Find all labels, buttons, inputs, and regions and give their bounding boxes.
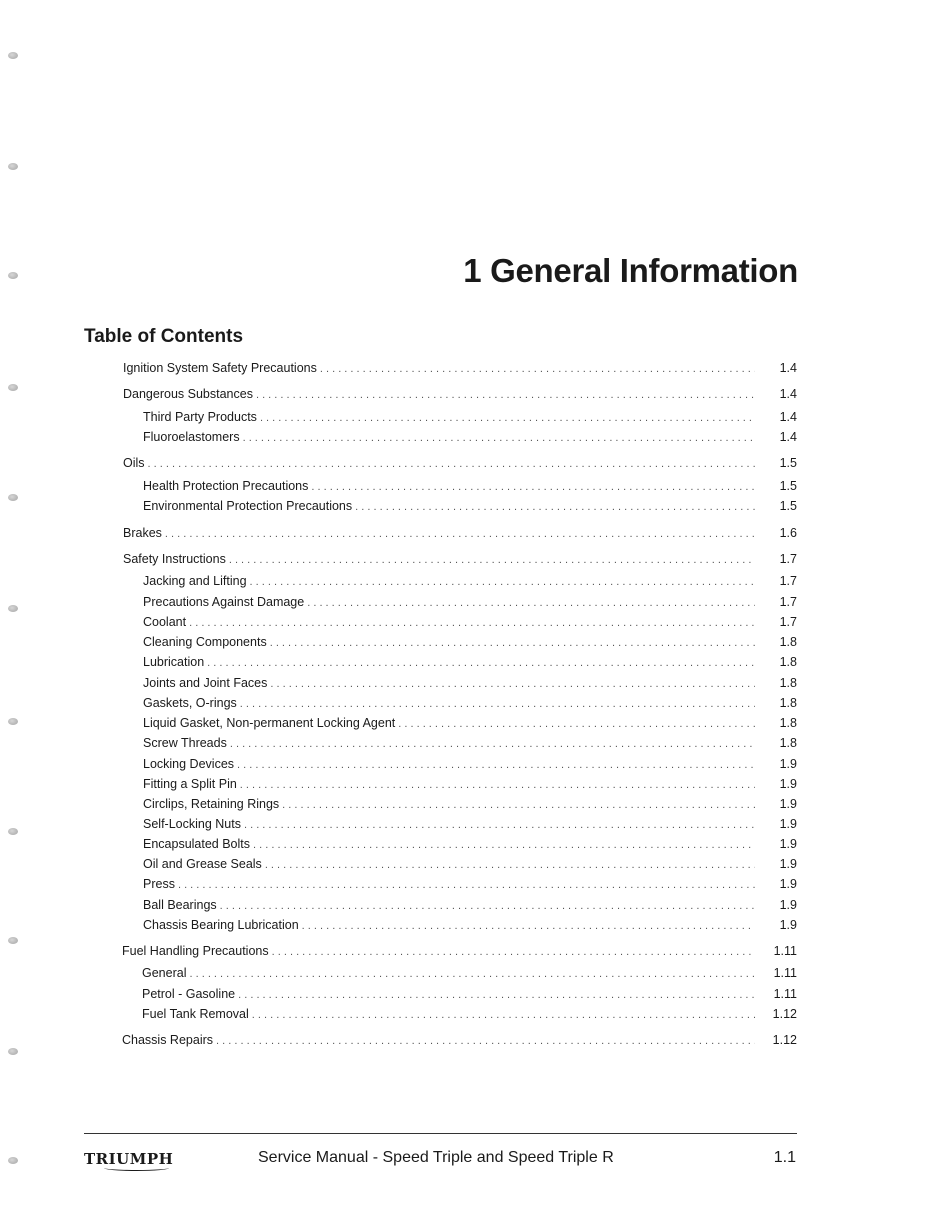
toc-entry[interactable] [143, 429, 797, 445]
toc-entry-page: 1.9 [779, 877, 797, 891]
toc-dot-leader [253, 837, 755, 853]
triumph-logo: TRIUMPH [84, 1150, 174, 1168]
toc-entry[interactable] [142, 986, 797, 1002]
toc-entry-page: 1.5 [779, 499, 797, 513]
toc-dot-leader [238, 987, 755, 1003]
toc-entry[interactable] [143, 917, 797, 933]
toc-dot-leader [355, 499, 755, 515]
toc-entry-label: Fuel Handling Precautions [122, 944, 269, 958]
toc-entry-label: Cleaning Components [143, 635, 267, 649]
toc-dot-leader [265, 857, 755, 873]
chapter-title: 1 General Information [463, 252, 798, 289]
toc-entry-page: 1.11 [773, 966, 797, 980]
toc-dot-leader [240, 777, 755, 793]
toc-entry-page: 1.9 [779, 817, 797, 831]
toc-dot-leader [165, 526, 755, 542]
toc-entry-label: Encapsulated Bolts [143, 837, 251, 851]
toc-entry-page: 1.9 [779, 797, 797, 811]
toc-entry-page: 1.5 [779, 456, 797, 470]
toc-entry[interactable] [122, 1032, 797, 1048]
toc-entry[interactable] [143, 897, 797, 913]
toc-entry-page: 1.7 [779, 595, 797, 609]
toc-entry-page: 1.11 [773, 944, 797, 958]
toc-entry[interactable] [143, 756, 797, 772]
toc-dot-leader [216, 1033, 755, 1049]
toc-entry[interactable] [143, 573, 797, 589]
footer-divider [84, 1133, 797, 1134]
toc-entry-label: Chassis Repairs [122, 1033, 214, 1047]
toc-entry-label: Circlips, Retaining Rings [143, 797, 280, 811]
punch-hole [8, 1157, 18, 1164]
toc-entry[interactable] [143, 876, 797, 892]
toc-entry[interactable] [143, 614, 797, 630]
toc-dot-leader [237, 757, 755, 773]
toc-dot-leader [320, 361, 755, 377]
toc-entry-label: Third Party Products [143, 410, 257, 424]
toc-entry-page: 1.9 [779, 777, 797, 791]
toc-dot-leader [189, 615, 755, 631]
toc-entry-page: 1.9 [779, 757, 797, 771]
toc-dot-leader [178, 877, 755, 893]
toc-entry-page: 1.9 [779, 898, 797, 912]
toc-entry-label: Ignition System Safety Precautions [123, 361, 317, 375]
toc-entry[interactable] [143, 695, 797, 711]
toc-entry-page: 1.12 [772, 1033, 797, 1047]
toc-dot-leader [256, 387, 755, 403]
toc-entry-page: 1.4 [779, 361, 797, 375]
toc-entry-label: Locking Devices [143, 757, 235, 771]
toc-dot-leader [229, 552, 755, 568]
toc-entry-page: 1.8 [779, 716, 797, 730]
toc-entry-label: Fitting a Split Pin [143, 777, 237, 791]
toc-entry-label: Joints and Joint Faces [143, 676, 268, 690]
toc-entry-label: Petrol - Gasoline [142, 987, 236, 1001]
toc-entry[interactable] [143, 776, 797, 792]
toc-entry[interactable] [143, 715, 797, 731]
toc-dot-leader [220, 898, 755, 914]
toc-entry-page: 1.6 [779, 526, 797, 540]
toc-entry-label: Oil and Grease Seals [143, 857, 262, 871]
toc-entry-label: Brakes [123, 526, 162, 540]
toc-entry-label: Press [143, 877, 175, 891]
toc-entry[interactable] [143, 478, 797, 494]
toc-entry-label: Fuel Tank Removal [142, 1007, 249, 1021]
toc-entry[interactable] [143, 836, 797, 852]
toc-entry[interactable] [143, 594, 797, 610]
toc-entry[interactable] [143, 675, 797, 691]
toc-entry-label: Oils [123, 456, 145, 470]
toc-entry-label: Gaskets, O-rings [143, 696, 237, 710]
toc-entry[interactable] [123, 525, 797, 541]
toc-entry-label: Jacking and Lifting [143, 574, 247, 588]
toc-dot-leader [148, 456, 755, 472]
toc-entry-page: 1.8 [779, 696, 797, 710]
toc-dot-leader [260, 410, 755, 426]
footer-manual-title: Service Manual - Speed Triple and Speed Triple R [258, 1149, 614, 1166]
toc-dot-leader [311, 479, 755, 495]
toc-entry[interactable] [142, 965, 797, 981]
toc-dot-leader [240, 696, 755, 712]
toc-entry-page: 1.8 [779, 676, 797, 690]
toc-entry-label: Liquid Gasket, Non-permanent Locking Agent [143, 716, 396, 730]
toc-entry[interactable] [143, 498, 797, 514]
toc-entry[interactable] [143, 856, 797, 872]
toc-dot-leader [207, 655, 755, 671]
toc-entry[interactable] [142, 1006, 797, 1022]
toc-entry-label: Health Protection Precautions [143, 479, 309, 493]
toc-heading: Table of Contents [84, 326, 244, 347]
toc-entry[interactable] [143, 654, 797, 670]
toc-entry[interactable] [143, 409, 797, 425]
toc-dot-leader [230, 736, 755, 752]
toc-entry-page: 1.8 [779, 655, 797, 669]
toc-entry-label: Chassis Bearing Lubrication [143, 918, 299, 932]
toc-dot-leader [252, 1007, 755, 1023]
footer-page-number: 1.1 [773, 1149, 796, 1166]
toc-entry-page: 1.4 [779, 410, 797, 424]
toc-entry-label: Lubrication [143, 655, 205, 669]
toc-entry-label: Environmental Protection Precautions [143, 499, 353, 513]
toc-entry-page: 1.5 [779, 479, 797, 493]
toc-entry-page: 1.8 [779, 736, 797, 750]
toc-entry[interactable] [143, 816, 797, 832]
toc-entry-page: 1.9 [779, 837, 797, 851]
toc-entry-label: Coolant [143, 615, 187, 629]
toc-dot-leader [250, 574, 755, 590]
toc-dot-leader [244, 817, 755, 833]
toc-entry[interactable] [123, 386, 797, 402]
toc-dot-leader [243, 430, 755, 446]
toc-entry-page: 1.7 [779, 552, 797, 566]
toc-entry[interactable] [143, 796, 797, 812]
toc-entry-page: 1.4 [779, 387, 797, 401]
toc-entry-label: General [142, 966, 187, 980]
toc-entry-page: 1.12 [772, 1007, 797, 1021]
toc-dot-leader [189, 966, 755, 982]
toc-entry-label: Precautions Against Damage [143, 595, 305, 609]
toc-entry[interactable] [122, 943, 797, 959]
toc-dot-leader [270, 676, 755, 692]
toc-dot-leader [272, 944, 755, 960]
toc-dot-leader [302, 918, 755, 934]
toc-entry-page: 1.9 [779, 918, 797, 932]
toc-entry-page: 1.11 [773, 987, 797, 1001]
toc-entry-page: 1.9 [779, 857, 797, 871]
toc-entry-label: Safety Instructions [123, 552, 226, 566]
toc-entry-label: Screw Threads [143, 736, 227, 750]
toc-entry-label: Dangerous Substances [123, 387, 253, 401]
toc-entry[interactable] [123, 360, 797, 376]
toc-dot-leader [270, 635, 755, 651]
toc-entry-page: 1.4 [779, 430, 797, 444]
toc-entry-label: Fluoroelastomers [143, 430, 240, 444]
toc-entry-page: 1.7 [779, 574, 797, 588]
toc-dot-leader [282, 797, 755, 813]
toc-entry-label: Self-Locking Nuts [143, 817, 241, 831]
toc-entry[interactable] [143, 634, 797, 650]
toc-entry-page: 1.8 [779, 635, 797, 649]
toc-entry-page: 1.7 [779, 615, 797, 629]
toc-entry[interactable] [123, 455, 797, 471]
toc-dot-leader [398, 716, 755, 732]
toc-entry-label: Ball Bearings [143, 898, 217, 912]
toc-entry[interactable] [123, 551, 797, 567]
toc-dot-leader [307, 595, 755, 611]
toc-entry[interactable] [143, 735, 797, 751]
